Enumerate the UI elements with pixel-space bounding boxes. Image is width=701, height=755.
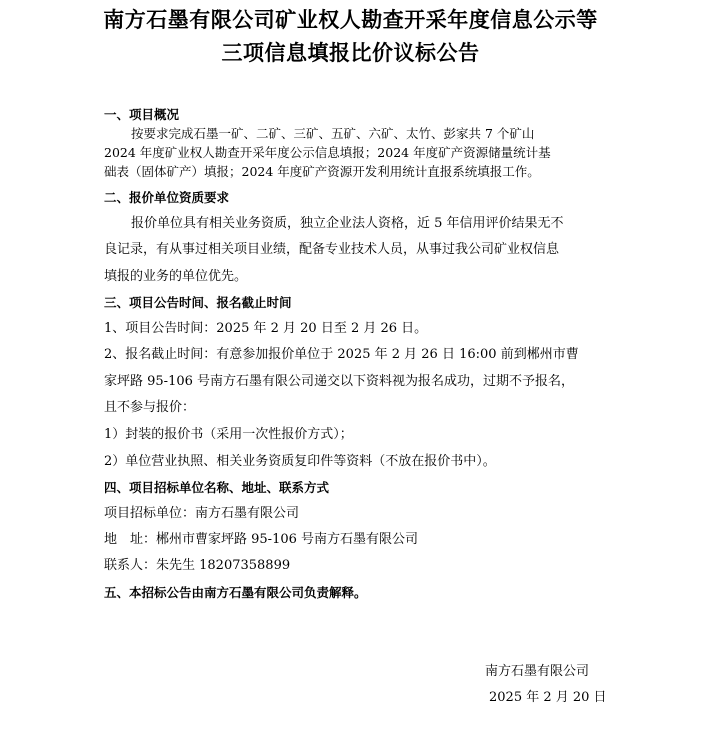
- section-4-line-3: 联系人：朱先生 18207358899: [104, 558, 291, 573]
- section-1-line-3: 础表（固体矿产）填报；2024 年度矿产资源开发利用统计直报系统填报工作。: [104, 164, 540, 179]
- section-3-line-6: 2）单位营业执照、相关业务资质复印件等资料（不放在报价书中）。: [104, 454, 496, 469]
- signature-organization: 南方石墨有限公司: [485, 664, 590, 679]
- section-3-heading: 三、项目公告时间、报名截止时间: [104, 295, 292, 310]
- section-5-heading: 五、本招标公告由南方石墨有限公司负责解释。: [104, 585, 367, 600]
- section-2-heading: 二、报价单位资质要求: [104, 190, 230, 205]
- section-3-line-3: 家坪路 95-106 号南方石墨有限公司递交以下资料视为报名成功，过期不予报名，: [104, 374, 575, 389]
- document-title-line-1: 南方石墨有限公司矿业权人勘查开采年度信息公示等: [103, 8, 598, 32]
- signature-date: 2025 年 2 月 20 日: [489, 690, 607, 705]
- section-4-line-2: 地 址：郴州市曹家坪路 95-106 号南方石墨有限公司: [104, 532, 419, 547]
- section-1-heading: 一、项目概况: [104, 107, 180, 122]
- section-4-line-1: 项目招标单位：南方石墨有限公司: [104, 506, 300, 521]
- section-3-line-1: 1、项目公告时间：2025 年 2 月 20 日至 2 月 26 日。: [104, 321, 428, 336]
- section-3-line-5: 1）封装的报价书（采用一次性报价方式）；: [104, 427, 353, 442]
- section-2-line-1: 报价单位具有相关业务资质，独立企业法人资格，近 5 年信用评价结果无不: [131, 216, 564, 231]
- section-1-line-1: 按要求完成石墨一矿、二矿、三矿、五矿、六矿、太竹、彭家共 7 个矿山: [131, 126, 535, 141]
- section-2-line-3: 填报的业务的单位优先。: [104, 269, 248, 284]
- section-2-line-2: 良记录，有从事过相关项目业绩，配备专业技术人员，从事过我公司矿业权信息: [104, 242, 560, 257]
- section-4-heading: 四、项目招标单位名称、地址、联系方式: [104, 480, 330, 495]
- section-3-line-4: 且不参与报价：: [104, 400, 196, 415]
- section-1-line-2: 2024 年度矿业权人勘查开采年度公示信息填报；2024 年度矿产资源储量统计基: [104, 145, 551, 160]
- section-3-line-2: 2、报名截止时间：有意参加报价单位于 2025 年 2 月 26 日 16:00 前到郴州市曹: [104, 347, 579, 362]
- document-title-line-2: 三项信息填报比价议标公告: [221, 41, 480, 65]
